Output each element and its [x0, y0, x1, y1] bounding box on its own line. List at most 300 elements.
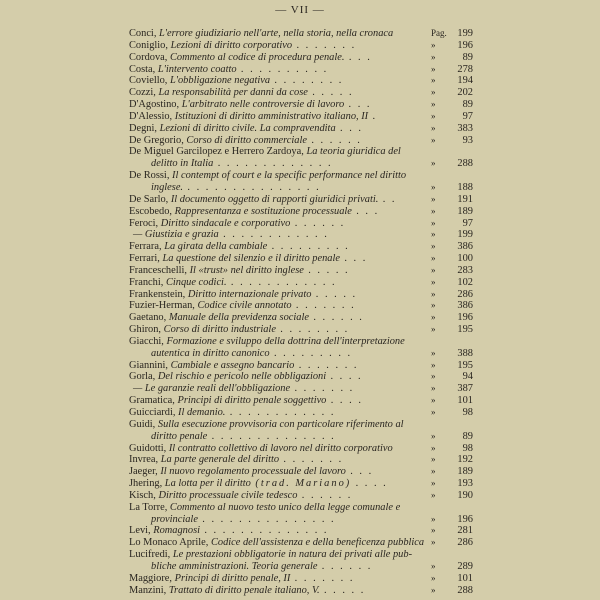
entry-author: Degni, [129, 122, 160, 134]
page-marker: » [431, 241, 436, 252]
page-number: 101 [457, 395, 473, 407]
entry-text [129, 241, 431, 253]
entry-author: Jaeger, [129, 466, 161, 478]
index-entry [129, 40, 473, 52]
index-entry [129, 490, 473, 502]
entry-title: inglese. [151, 181, 184, 193]
entry-title: Commento al nuovo testo unico della legge comunale e [169, 501, 401, 513]
page-marker: » [431, 584, 436, 595]
entry-title: Rappresentanza e sostituzione processuale [174, 205, 352, 217]
page-marker: » [431, 359, 436, 370]
entry-author: Coviello, [129, 75, 170, 87]
entry-text [129, 75, 431, 87]
entry-dots: . . . . . . . [292, 39, 357, 51]
index-entry [129, 265, 473, 277]
page-number: 386 [457, 241, 473, 253]
entry-text [129, 360, 431, 372]
entry-text [129, 146, 431, 158]
page-number: 199 [457, 28, 473, 39]
page-number: 192 [457, 454, 473, 466]
entry-title: autentica in diritto canonico [151, 347, 270, 359]
entry-text [129, 348, 431, 360]
page-marker: » [431, 87, 436, 98]
page-marker: » [431, 407, 436, 417]
entry-author: Fuzier-Herman, [129, 300, 198, 312]
entry-dots: . . . . . . . . . . . . [226, 276, 337, 288]
entry-author: Feroci, [129, 217, 161, 229]
entry-title: Il nuovo regolamento processuale del lavoro [160, 466, 346, 478]
page-number: 93 [462, 134, 473, 146]
entry-dots: . . . . . . . . . [269, 347, 353, 359]
index-entry [129, 99, 473, 111]
index-entry [129, 123, 473, 135]
entry-text [129, 265, 431, 277]
entry-dots: . . . . . [311, 288, 358, 300]
page-marker: » [431, 572, 436, 583]
page-number: 194 [457, 75, 473, 87]
entry-title: Cinque codici. [165, 276, 227, 288]
entry-dots: . . . [344, 99, 372, 111]
entry-text [129, 218, 431, 230]
entry-dots: . . . . [326, 371, 363, 383]
index-entry [129, 289, 473, 301]
entry-dots: . . . . . . . . . . . . . . . [183, 181, 321, 193]
index-entry [129, 170, 473, 182]
entry-text [129, 312, 431, 324]
entry-text [129, 466, 431, 478]
index-list [129, 28, 473, 597]
page-marker: » [431, 466, 436, 477]
entry-author: Guicciardi, [129, 407, 179, 418]
page-number: 278 [457, 63, 473, 75]
entry-author: Lucifredi, [129, 549, 173, 561]
entry-title: Lezioni di diritto civile. La compravendita [159, 122, 336, 134]
index-entry [129, 182, 473, 194]
entry-text [129, 64, 431, 76]
entry-text [129, 277, 431, 289]
entry-title: Corso di diritto commerciale [186, 134, 307, 146]
entry-title: delitto in Italia [151, 158, 214, 170]
entry-text [129, 573, 431, 585]
index-entry [129, 277, 473, 289]
entry-author: Cordova, [129, 51, 170, 63]
entry-text [129, 525, 431, 537]
entry-text [129, 549, 431, 561]
entry-title: Il contempt of court e la specific performance nel diritto [172, 170, 407, 182]
entry-author: Levi, [129, 525, 154, 537]
page-number-header: — VII — [275, 4, 325, 16]
page-number: 383 [457, 122, 473, 134]
index-entry [129, 407, 473, 419]
entry-title: bliche amministrazioni. Teoria generale [151, 560, 318, 572]
page-marker: Pag. [431, 28, 447, 38]
entry-author: Invrea, [129, 454, 161, 466]
entry-text [129, 206, 431, 218]
entry-title: Manuale della previdenza sociale [168, 312, 309, 324]
index-entry [129, 371, 473, 383]
entry-author: Franchi, [129, 276, 166, 288]
entry-text [129, 229, 431, 241]
entry-title: provinciale [151, 513, 198, 525]
page-marker: » [431, 395, 436, 406]
entry-dots: . . . . . [319, 584, 366, 596]
page-number: 195 [457, 359, 473, 371]
entry-dots: . . . . . . . . . . . . . . [207, 430, 337, 442]
entry-text [129, 182, 431, 194]
page-marker: » [431, 430, 436, 441]
index-entry [129, 206, 473, 218]
entry-dots: (trad. Mariano) . . . . [250, 478, 389, 490]
entry-text [129, 336, 431, 348]
index-entry [129, 241, 473, 253]
index-entry [129, 348, 473, 360]
entry-title: Principi di diritto penale soggettivo [177, 395, 327, 407]
index-entry [129, 431, 473, 443]
entry-dots: . . . . . . . . . . . . . . [200, 525, 329, 537]
entry-author: Ferrari, [129, 253, 163, 265]
index-entry [129, 146, 473, 158]
index-entry [129, 75, 473, 87]
entry-dots: . . . [351, 205, 380, 217]
entry-dots: . . . . [326, 395, 364, 407]
index-entry [129, 218, 473, 230]
index-entry [129, 64, 473, 76]
page-number: 89 [462, 99, 473, 111]
index-entry [129, 300, 473, 312]
entry-dots: . . . . . . . [290, 572, 355, 584]
entry-author: De Miguel Garcilopez e Herrero Zardoya, [129, 146, 307, 158]
entry-author: Conci, [129, 28, 160, 39]
entry-title: L'arbitrato nelle controversie di lavoro [181, 99, 345, 111]
entry-dots: . . . . . . . . . . . . . . . [197, 513, 336, 525]
page-number: 89 [462, 430, 473, 442]
index-entry [129, 158, 473, 170]
index-entry [129, 549, 473, 561]
entry-title: — Giustizia e grazia [133, 229, 219, 241]
page-number: 188 [457, 181, 473, 193]
entry-author: Giannini, [129, 359, 171, 371]
entry-dots: . . . . . . [297, 489, 353, 501]
entry-dots: . [368, 110, 378, 122]
entry-text [129, 99, 431, 111]
entry-dots: . . . . . . . . . . [236, 63, 329, 75]
page-marker: » [431, 324, 436, 335]
entry-title: La teoria giuridica del [306, 146, 401, 158]
page-number: 97 [462, 110, 473, 122]
entry-title: Corso di diritto industriale [163, 324, 276, 336]
entry-dots: . . . . . . [308, 312, 365, 324]
index-entry [129, 383, 473, 395]
page-marker: » [431, 158, 436, 169]
index-entry [129, 573, 473, 585]
entry-text [129, 158, 431, 170]
entry-title: Sulla esecuzione provvisoria con particolare riferimento al [157, 418, 404, 430]
page-number: 89 [462, 51, 473, 63]
entry-text [129, 395, 431, 407]
index-entry [129, 111, 473, 123]
entry-title: Il «trust» nel diritto inglese [189, 264, 304, 276]
page-number: 386 [457, 300, 473, 312]
entry-text [129, 111, 431, 123]
entry-dots: . . . . . . . [290, 383, 355, 395]
entry-title: Istituzioni di diritto amministrativo italiano, II [174, 110, 369, 122]
entry-dots: . . . . . . . . [270, 75, 344, 87]
page-marker: » [431, 371, 436, 382]
entry-dots: . . . [335, 122, 364, 134]
page-marker: » [431, 229, 436, 240]
entry-author: Giacchi, [129, 335, 167, 347]
entry-author: Cozzi, [129, 87, 159, 99]
entry-author: Gramatica, [129, 395, 178, 407]
entry-dots: . . . . . . [306, 134, 363, 146]
entry-author: Guidotti, [129, 442, 169, 454]
page-number: 191 [457, 193, 473, 205]
page-marker: » [431, 99, 436, 110]
page-number: 196 [457, 312, 473, 324]
entry-title: L'errore giudiziario nell'arte, nella storia, nella cronaca [159, 28, 394, 39]
entry-text [129, 407, 431, 419]
entry-text [129, 253, 431, 265]
index-entry [129, 454, 473, 466]
page-number: 196 [457, 513, 473, 525]
index-entry [129, 585, 473, 597]
page-marker: » [431, 525, 436, 536]
page-number: 288 [457, 584, 473, 596]
entry-dots: . . [378, 193, 397, 205]
entry-author: La Torre, [129, 501, 170, 513]
page-marker: » [431, 122, 436, 133]
entry-text [129, 371, 431, 383]
entry-dots: . . . . . . . . [275, 324, 350, 336]
page-number: 196 [457, 39, 473, 51]
entry-author: D'Agostino, [129, 99, 182, 111]
page-number: 101 [457, 572, 473, 584]
index-entry [129, 87, 473, 99]
index-entry [129, 525, 473, 537]
page-number: 190 [457, 489, 473, 501]
entry-title: Il contratto collettivo di lavoro nel diritto corporativo [168, 442, 393, 454]
entry-text [129, 514, 431, 526]
page-number: 199 [457, 229, 473, 241]
page-number: 193 [457, 478, 473, 490]
entry-dots: . . . . . . . . . . . . [225, 407, 336, 418]
index-entry [129, 253, 473, 265]
entry-title: L'intervento coatto [157, 63, 237, 75]
page-marker: » [431, 205, 436, 216]
page-number: 289 [457, 560, 473, 572]
index-entry [129, 478, 473, 490]
index-entry [129, 419, 473, 431]
entry-dots: . . . . . . . . . [267, 241, 351, 253]
entry-dots: . . . [344, 51, 373, 63]
page-number: 281 [457, 525, 473, 537]
entry-author: Maggiore, [129, 572, 175, 584]
entry-text [129, 478, 431, 490]
entry-text [129, 135, 431, 147]
entry-text [129, 431, 431, 443]
entry-text [129, 490, 431, 502]
page-marker: » [431, 312, 436, 323]
entry-author: De Gregorio, [129, 134, 187, 146]
page-number: 189 [457, 466, 473, 478]
entry-text [129, 40, 431, 52]
entry-text [129, 419, 431, 431]
entry-title: — Le garanzie reali dell'obbligazione [133, 383, 291, 395]
entry-author: Coniglio, [129, 39, 171, 51]
page-marker: » [431, 75, 436, 86]
entry-text [129, 454, 431, 466]
page-marker: » [431, 193, 436, 204]
index-entry [129, 537, 473, 549]
entry-dots: . . . . . [303, 264, 350, 276]
page-number: 100 [457, 253, 473, 265]
entry-dots: . . . . . . . [291, 300, 356, 312]
entry-text [129, 28, 431, 40]
page-number: 98 [462, 442, 473, 454]
page-number: 202 [457, 87, 473, 99]
page-marker: » [431, 442, 436, 453]
index-entry [129, 360, 473, 372]
index-entry [129, 229, 473, 241]
entry-author: Manzini, [129, 584, 169, 596]
page-marker: » [431, 276, 436, 287]
page-number: 189 [457, 205, 473, 217]
page-marker: » [431, 288, 436, 299]
entry-dots: . . . . . . . . . . . . . [213, 158, 333, 170]
entry-author: Lo Monaco Aprile, [129, 537, 211, 549]
entry-title: Romagnosi [153, 525, 201, 537]
page-marker: » [431, 537, 436, 548]
entry-author: De Sarlo, [129, 193, 171, 205]
entry-author: Jhering, [129, 478, 165, 490]
index-entry [129, 502, 473, 514]
entry-author: Costa, [129, 63, 158, 75]
entry-title: Commento al codice di procedura penale. [169, 51, 345, 63]
entry-text [129, 170, 431, 182]
page-number: 102 [457, 276, 473, 288]
entry-text [129, 289, 431, 301]
entry-title: La lotta per il diritto [164, 478, 251, 490]
entry-text [129, 585, 431, 597]
page-marker: » [431, 478, 436, 489]
page-number: 98 [462, 407, 473, 418]
entry-dots: . . . [345, 466, 374, 478]
entry-title: Lezioni di diritto corporativo [170, 39, 293, 51]
entry-title: La questione del silenzio e il diritto penale [162, 253, 340, 265]
entry-text [129, 194, 431, 206]
entry-title: La responsabilità per danni da cose [158, 87, 308, 99]
page-marker: » [431, 489, 436, 500]
index-entry [129, 324, 473, 336]
page-number: 288 [457, 158, 473, 170]
entry-dots: . . . . . . . . . . . . [218, 229, 330, 241]
entry-text [129, 383, 431, 395]
entry-title: La parte generale del diritto [160, 454, 280, 466]
entry-title: L'obbligazione negativa [169, 75, 271, 87]
page-marker: » [431, 264, 436, 275]
page-marker: » [431, 181, 436, 192]
entry-title: Codice civile annotato [197, 300, 292, 312]
index-entry [129, 466, 473, 478]
entry-dots: . . . . . . . [279, 454, 344, 466]
page-number: 195 [457, 324, 473, 336]
index-entry [129, 52, 473, 64]
entry-author: Kisch, [129, 489, 159, 501]
entry-text [129, 443, 431, 455]
entry-title: Trattato di diritto penale italiano, V. [168, 584, 320, 596]
entry-dots: . . . . . . . [294, 359, 359, 371]
page-number: 387 [457, 383, 473, 395]
entry-title: Diritto processuale civile tedesco [158, 489, 298, 501]
page-marker: » [431, 134, 436, 145]
page-marker: » [431, 39, 436, 50]
page-number: 388 [457, 347, 473, 359]
page-marker: » [431, 347, 436, 358]
entry-text [129, 537, 431, 549]
index-entry [129, 514, 473, 526]
entry-dots: . . . [339, 253, 368, 265]
entry-title: Principi di diritto penale, II [174, 572, 291, 584]
entry-author: Ferrara, [129, 241, 165, 253]
entry-title: Formazione e sviluppo della dottrina dell'interpretazione [166, 335, 405, 347]
page-marker: » [431, 560, 436, 571]
index-entry [129, 443, 473, 455]
entry-title: diritto penale [151, 430, 208, 442]
index-entry [129, 395, 473, 407]
index-entry [129, 194, 473, 206]
entry-dots: . . . . . . [317, 560, 373, 572]
entry-text [129, 324, 431, 336]
entry-title: Codice dell'assistenza e della beneficenza pubblica [210, 537, 425, 549]
entry-title: La girata della cambiale [164, 241, 268, 253]
entry-author: Gorla, [129, 371, 158, 383]
page-marker: » [431, 63, 436, 74]
entry-author: Gaetano, [129, 312, 169, 324]
page-marker: » [431, 383, 436, 394]
entry-author: D'Alessio, [129, 110, 175, 122]
entry-title: Del rischio e pericolo nelle obbligazioni [157, 371, 327, 383]
entry-text [129, 52, 431, 64]
page-number: 286 [457, 537, 473, 549]
entry-author: Franceschelli, [129, 264, 190, 276]
entry-text [129, 561, 431, 573]
entry-author: Escobedo, [129, 205, 175, 217]
page-marker: » [431, 51, 436, 62]
entry-title: Le prestazioni obbligatorie in natura dei privati alle pub- [172, 549, 413, 561]
entry-dots: . . . . . . [290, 217, 346, 229]
index-entry [129, 312, 473, 324]
entry-author: De Rossi, [129, 170, 173, 182]
page-marker: » [431, 300, 436, 311]
index-entry [129, 336, 473, 348]
page-number: 286 [457, 288, 473, 300]
entry-author: Frankenstein, [129, 288, 188, 300]
entry-title: Cambiale e assegno bancario [170, 359, 295, 371]
entry-title: Diritto internazionale privato [187, 288, 312, 300]
entry-text [129, 123, 431, 135]
page-number: 94 [462, 371, 473, 383]
page-number: 283 [457, 264, 473, 276]
page-marker: » [431, 513, 436, 524]
entry-text [129, 87, 431, 99]
entry-title: Il demanio. [178, 407, 226, 418]
entry-dots: . . . . . [307, 87, 354, 99]
index-entry [129, 28, 473, 40]
page-marker: » [431, 110, 436, 121]
page-marker: » [431, 454, 436, 465]
index-entry [129, 561, 473, 573]
page-number: 97 [462, 217, 473, 229]
